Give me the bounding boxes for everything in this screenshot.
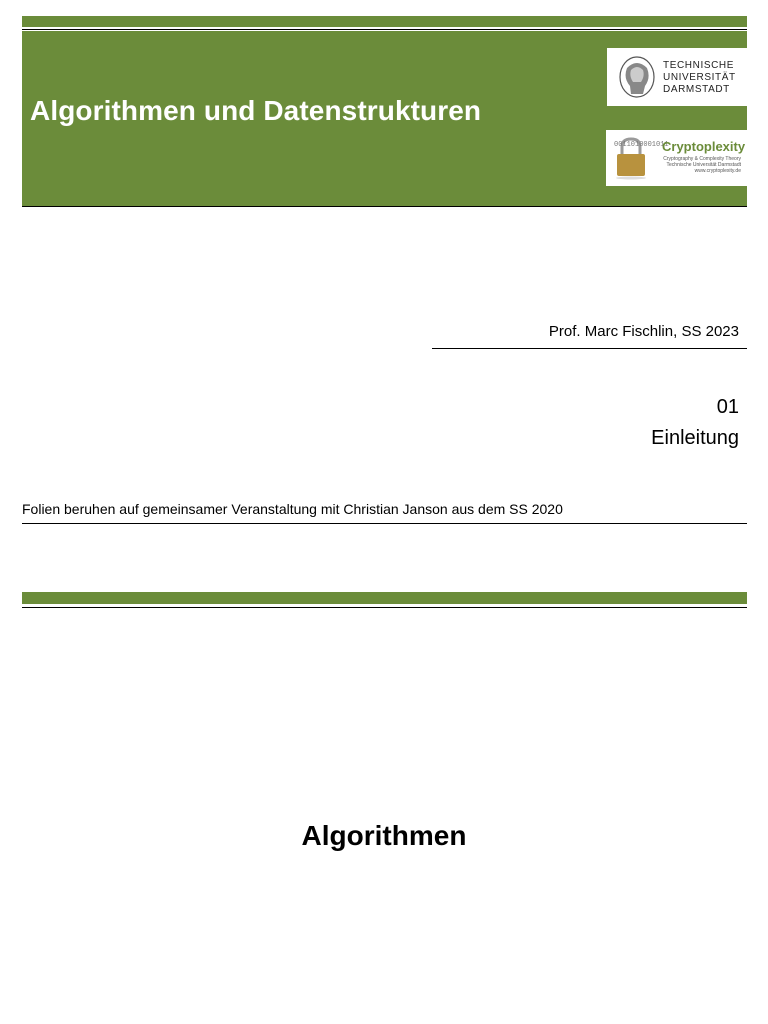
slide-title: Algorithmen und Datenstrukturen <box>30 95 482 126</box>
credits-divider <box>22 523 747 524</box>
cryptoplexity-logo <box>606 130 747 186</box>
chapter-title: Einleitung <box>651 427 739 449</box>
binary-text: 0011010001011 <box>614 141 669 149</box>
athena-seal-icon <box>617 54 657 100</box>
slide2-heading: Algorithmen <box>301 820 467 851</box>
top-accent-bar <box>22 16 747 27</box>
author-divider <box>432 348 747 349</box>
cryptoplexity-subtitle: Cryptography & Complexity Theory Technische Universität Darmstadt www.cryptoplexity.de <box>663 156 741 174</box>
top-divider <box>22 29 747 30</box>
cryptoplexity-name: Cryptoplexity <box>662 139 746 154</box>
tud-wordmark: TECHNISCHE UNIVERSITÄT DARMSTADT <box>663 60 736 95</box>
slide2-accent-bar <box>22 592 747 604</box>
slide2-divider <box>22 607 747 608</box>
header-divider <box>22 206 747 207</box>
author-line: Prof. Marc Fischlin, SS 2023 <box>548 323 739 340</box>
credits-note: Folien beruhen auf gemeinsamer Veranstaltung mit Christian Janson aus dem SS 2020 <box>22 501 563 517</box>
chapter-number: 01 <box>716 396 739 418</box>
tu-darmstadt-logo <box>607 48 747 106</box>
